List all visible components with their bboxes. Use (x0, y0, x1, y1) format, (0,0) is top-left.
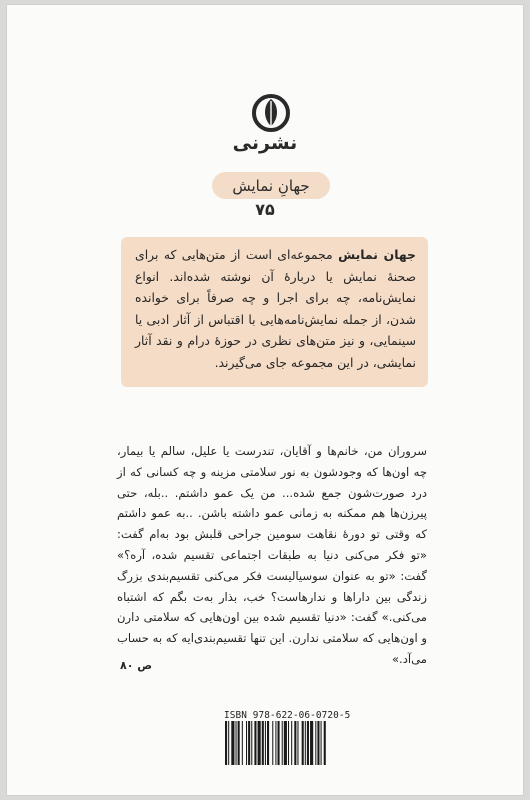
barcode-bar (282, 721, 283, 765)
barcode-bar (321, 721, 322, 765)
barcode-bar (324, 721, 326, 765)
barcode-bar (265, 721, 266, 765)
barcode-bar (278, 721, 280, 765)
barcode-bar (248, 721, 250, 765)
book-back-cover (6, 4, 524, 796)
barcode-bar (297, 721, 298, 765)
barcode-bar (225, 721, 227, 765)
barcode-bar (317, 721, 319, 765)
barcode-bar (315, 721, 316, 765)
barcode-bar (246, 721, 247, 765)
isbn-text: ISBN 978-622-06-0720-5 (224, 710, 351, 721)
barcode (224, 721, 368, 765)
barcode-bar (275, 721, 276, 765)
series-badge (212, 172, 330, 199)
barcode-bar (238, 721, 240, 765)
barcode-bar (258, 721, 261, 765)
barcode-bar (291, 721, 292, 765)
excerpt-page-reference: ص ۸۰ (120, 659, 153, 672)
series-title: جهانِ نمایش (232, 176, 310, 195)
series-description (121, 237, 428, 387)
barcode-bar (254, 721, 256, 765)
barcode-bar (305, 721, 306, 765)
barcode-bar (267, 721, 269, 765)
play-excerpt: سروران من، خانم‌ها و آقایان، تندرست یا علیل، سالم یا بیمار، چه اون‌ها که وجودشون به نور سلامتی مزینه و چه کسانی که از درد صورت‌شون جمع شده... من یک عمو داشتم. ..بله، حتی پیرزن‌ها هم ممکنه به زمانی عمو داشته باشن. ..به عمو داشتم که وقتی تو دورهٔ نقاهت سومین جراحی قلبش بود به‌ام گفت: «تو فکر می‌کنی دنیا به طبقات اجتماعی تقسیم شده، آره؟» گفت: «تو به عنوان سوسیالیست فکر می‌کنی تقسیم‌بندی بزرگ زندگی بین داراها و ندارهاست؟ خب، بذار به‌ت بگم که اشتباه می‌کنی.» گفت: «دنیا تقسیم شده بین اون‌هایی که سلامتی دارن و اون‌هایی که سلامتی ندارن. این تنها تقسیم‌بندی‌ایه که به حساب می‌آد.» (117, 444, 427, 666)
barcode-bar (236, 721, 237, 765)
barcode-bar (310, 721, 313, 765)
barcode-bar (288, 721, 289, 765)
barcode-bar (307, 721, 309, 765)
barcode-bar (231, 721, 234, 765)
barcode-bar (262, 721, 264, 765)
barcode-bar (242, 721, 243, 765)
description-text: مجموعه‌ای است از متن‌هایی که برای صحنهٔ نمایش یا دربارهٔ آن نوشته شده‌اند. انواع نمایش‌نامه، چه برای اجرا و چه صرفاً برای خوانده شدن، از جمله نمایش‌نامه‌هایی با اقتباس از آثار ادبی یا سینمایی، و نیز متن‌های نظری در حوزهٔ درام و نقد آثار نمایشی، در این مجموعه جای می‌گیرند. (135, 247, 416, 370)
barcode-bar (228, 721, 229, 765)
publisher-name: نشرنی (232, 132, 298, 154)
barcode-bar (272, 721, 273, 765)
barcode-bar (302, 721, 304, 765)
barcode-bar (284, 721, 287, 765)
description-highlight: جهان نمایش (338, 247, 416, 262)
barcode-bar (251, 721, 252, 765)
barcode-bar (294, 721, 296, 765)
series-number: ۷۵ (255, 200, 275, 219)
